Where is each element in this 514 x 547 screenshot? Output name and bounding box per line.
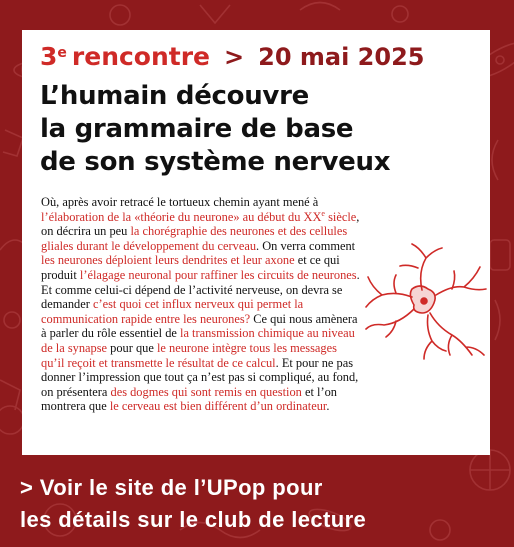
highlighted-phrase: e [321,208,325,218]
title-line: la grammaire de base [40,114,354,144]
highlighted-phrase: les neurones déploient leurs dendrites et leur axone [41,253,295,268]
description-text: Ce qui nous amènera à parler du rôle essentiel de [41,311,358,341]
description-text: , on décrira un peu [41,209,360,239]
highlighted-phrase: c’est quoi cet influx nerveux qui permet la communication rapide entre les neurones? [41,297,304,326]
event-date: 20 mai 2025 [258,43,425,71]
highlighted-phrase: la transmission chimique au niveau de la synapse [41,326,355,355]
title-line: L’humain découvre [40,81,309,111]
highlighted-phrase: des dogmes qui sont remis en question [110,384,302,399]
highlighted-phrase: le neurone intègre tous les messages qu’il reçoit et transmette le résultat de ce calcul [41,340,337,370]
description-text: Où, après avoir retracé le tortueux chemin ayant mené à [41,195,319,209]
description-text: pour que [107,340,157,355]
meeting-number: 3 [40,42,58,71]
description-text: . Et comme celui-ci dépend de l’activité nerveuse, on devra se demander [41,267,360,312]
neuron-icon [362,235,490,373]
header-arrow: > [224,43,245,71]
description-text: . [326,399,330,414]
highlighted-phrase: l’élagage neuronal pour raffiner les circuits de neurones [79,267,357,282]
highlighted-phrase: la chorégraphie des neurones et des cellules gliales durant le développement du cerveau [41,224,348,253]
meeting-label: rencontre [71,42,211,71]
highlighted-phrase: l’élaboration de la «théorie du neurone» au début du XX [41,209,322,224]
description-text: . Et pour ne pas donner l’impression que tout ça n’est pas si compliqué, au fond, on présentera [41,355,359,399]
cta-line: les détails sur le club de lecture [20,507,367,532]
description-text: et ce qui produit [41,253,340,282]
event-title [40,80,480,179]
event-description [41,195,361,414]
website-link[interactable] [20,472,500,536]
title-line: de son système nerveux [40,147,391,177]
highlighted-phrase: siècle [324,209,357,224]
event-card [22,30,490,455]
cta-line: > Voir le site de l’UPop pour [20,475,323,500]
description-text: et l’on montrera que [41,384,337,414]
description-text: . On verra comment [256,238,356,253]
event-header [40,42,424,71]
meeting-number-suffix: e [57,44,67,61]
highlighted-phrase: le cerveau est bien différent d’un ordinateur [109,399,327,414]
